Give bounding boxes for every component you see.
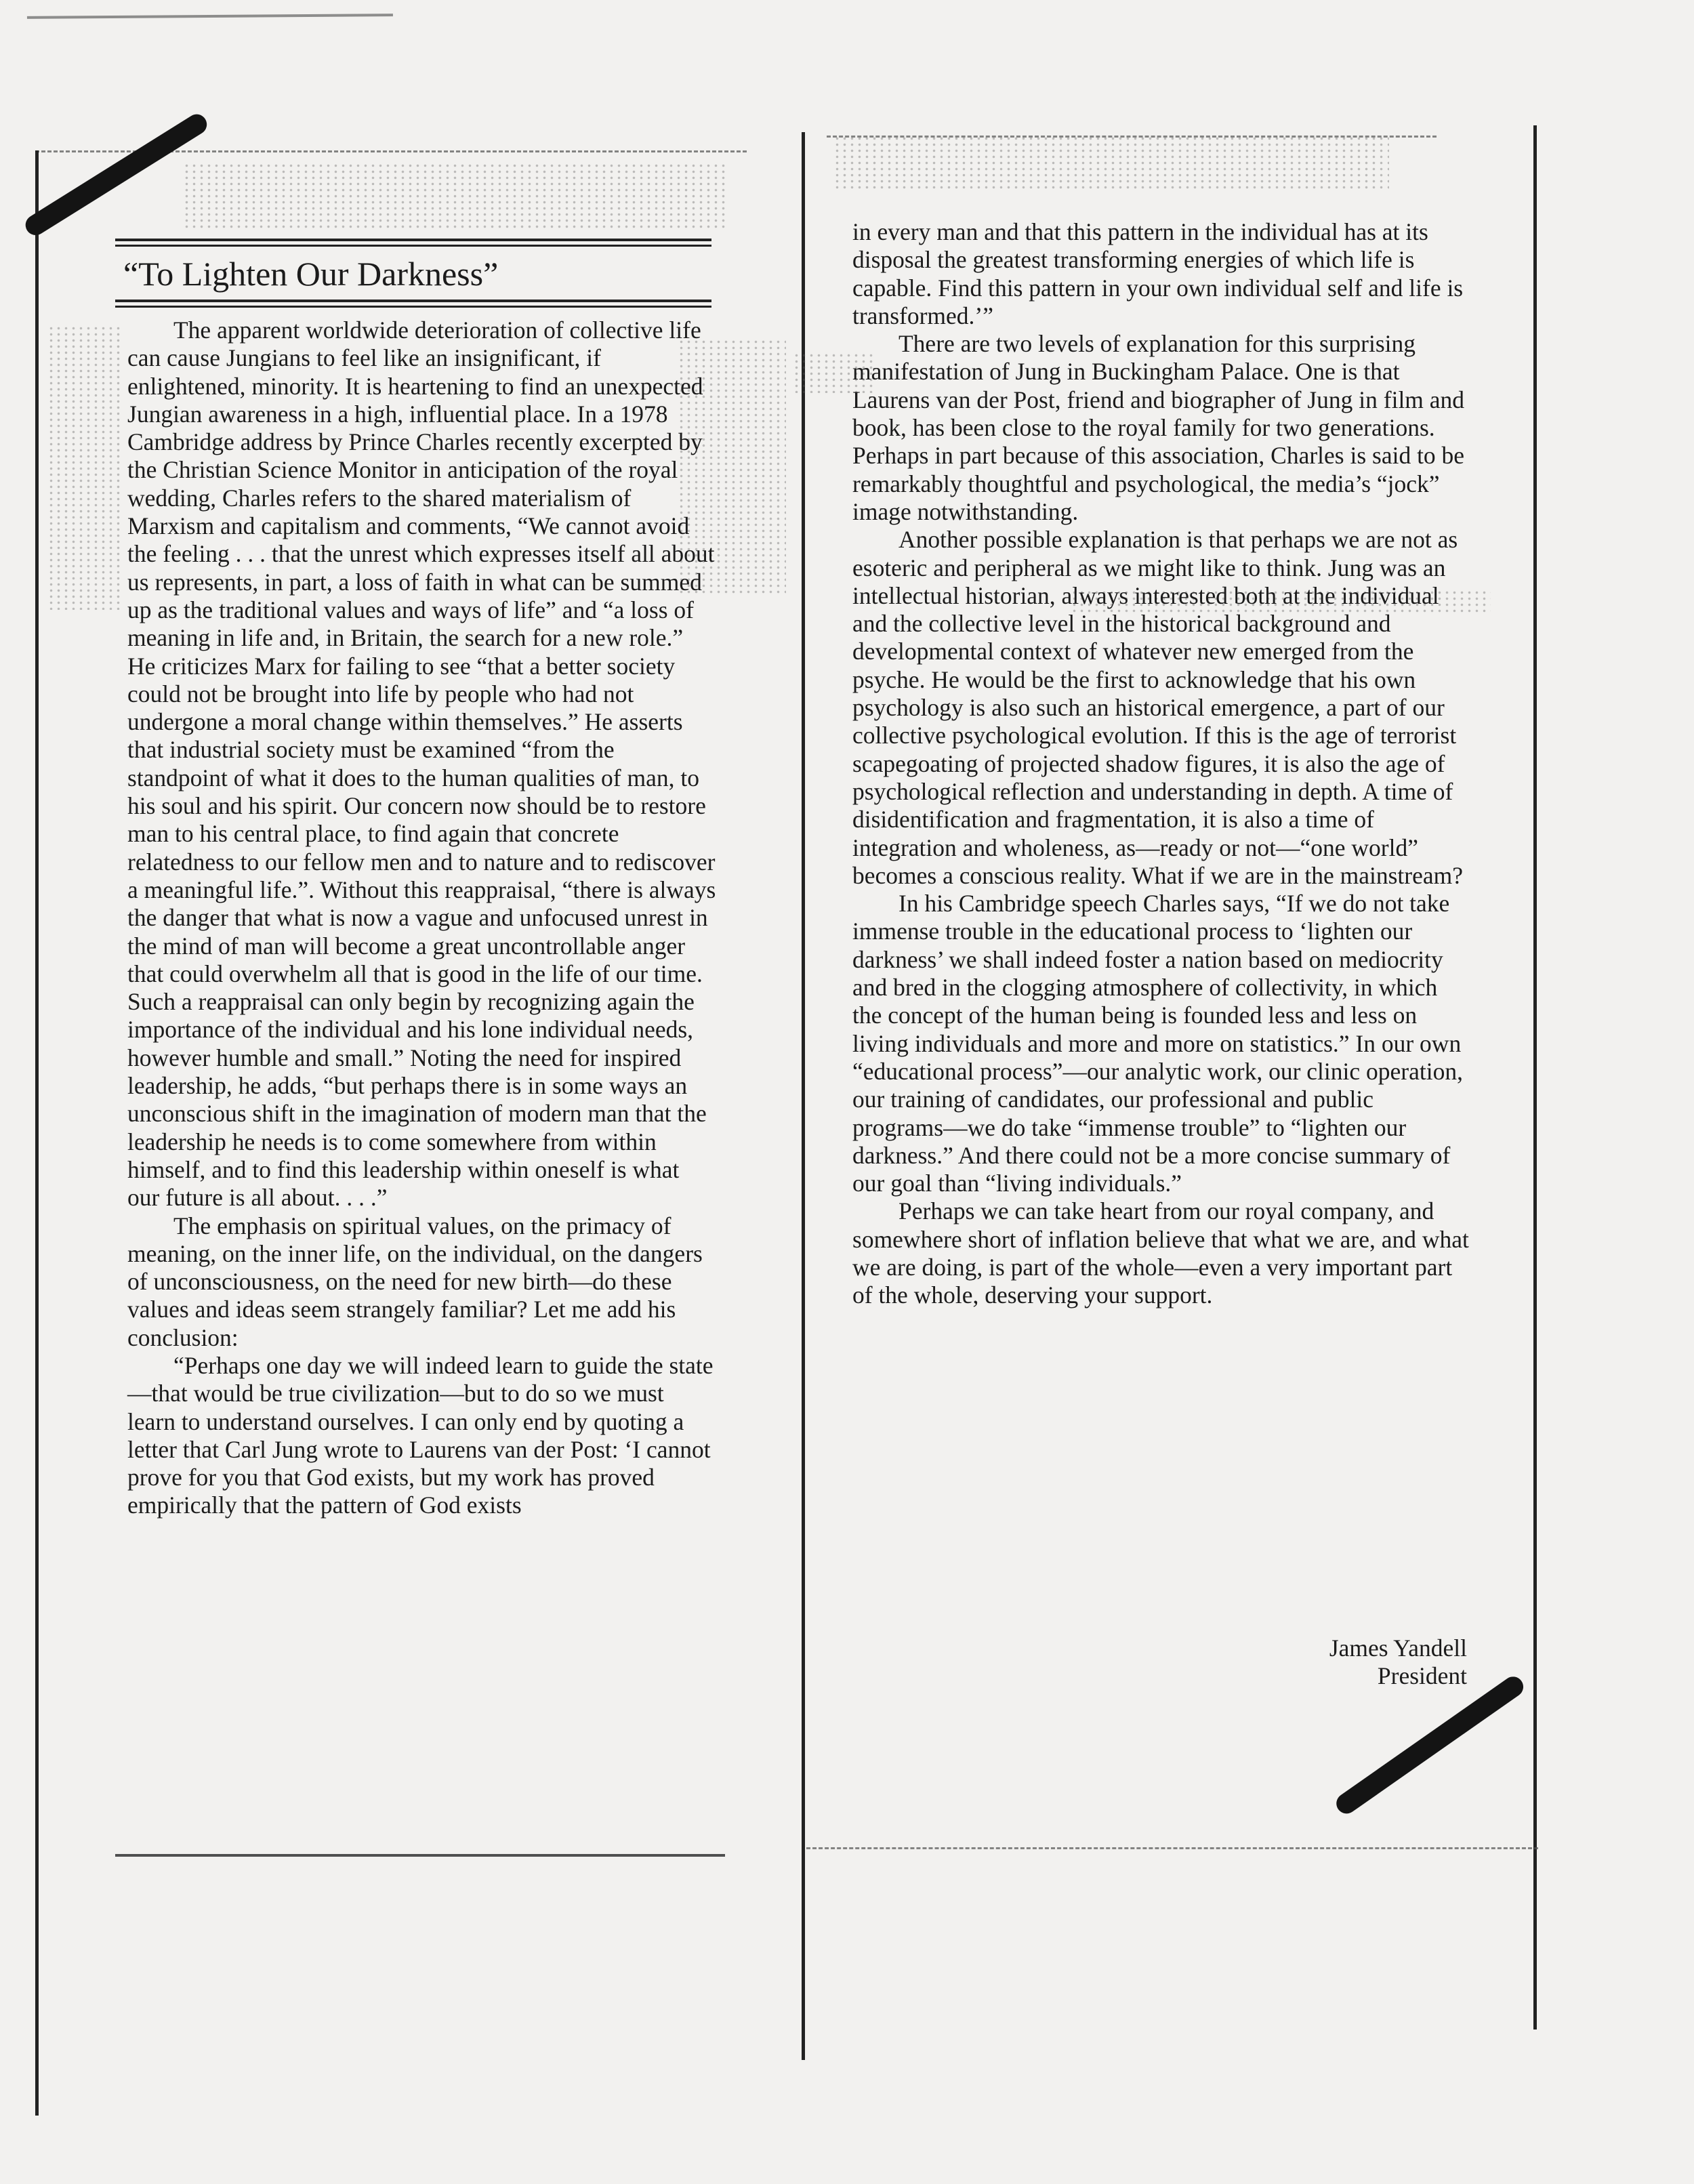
speckle-noise (833, 136, 1389, 190)
marker-stroke-bottom-right (1332, 1672, 1527, 1817)
paragraph: Another possible explanation is that perhaps we are not as esoteric and peripheral as we might like to think. Jung was an intellectual historian, always interested both at the individual and the collective level in the historical background and developmental context of whatever new emerged from the psyche. He would be the first to acknowledge that his own psychology is also such an historical emergence, a part of our collective psychological evolution. If this is the age of terrorist scapegoating of projected shadow figures, it is also the age of psychological reflection and understanding in depth. A time of disidentification and fragmentation, it is also a time of integration and wholeness, as—ready or not—“one world” becomes a conscious reality. What if we are in the mainstream? (852, 526, 1463, 889)
right-column (852, 218, 1469, 1310)
paragraph: In his Cambridge speech Charles says, “If we do not take immense trouble in the educational process to ‘lighten our darkness’ we shall indeed foster a nation based on mediocrity and bred in the clogging atmosphere of collectivity, in which the concept of the human being is founded less and less on living individuals and more and more on statistics.” In our own “educational process”—our analytic work, our clinic operation, our training of candidates, our professional and public programs—we do take “immense trouble” to “lighten our darkness.” And there could not be a more concise summary of our goal than “living individuals.” (852, 890, 1463, 1197)
title-top-rule-thin (115, 245, 711, 247)
paragraph: “Perhaps one day we will indeed learn to guide the state—that would be true civilization—but to do so we must learn to understand ourselves. I can only end by quoting a letter that Carl Jung wrote to Laurens van der Post: ‘I cannot prove for you that God exists, but my work has proved empirically that the pattern of God exists (127, 1351, 714, 1519)
left-frame-rule (35, 150, 39, 2116)
signature-block (1128, 1634, 1467, 1690)
signature-name: James Yandell (1329, 1634, 1467, 1662)
signature-role: President (1377, 1662, 1467, 1689)
title-bottom-rule (115, 300, 711, 302)
bottom-rule-left (115, 1854, 725, 1857)
right-frame-rule (1533, 125, 1537, 2030)
article-title: “To Lighten Our Darkness” (123, 255, 499, 293)
top-edge-smudge (27, 14, 393, 30)
speckle-noise (183, 163, 725, 230)
article-header (115, 239, 711, 308)
speckle-noise (47, 325, 122, 610)
title-bottom-rule-thin (115, 306, 711, 308)
paragraph: in every man and that this pattern in the individual has at its disposal the greatest transforming energies of which life is capable. Find this pattern in your own individual self and life is transformed.’” (852, 218, 1464, 329)
paragraph: There are two levels of explanation for this surprising manifestation of Jung in Buckingham Palace. One is that Laurens van der Post, friend and biographer of Jung in film and book, has been close to the royal family for two generations. Perhaps in part because of this association, Charles is said to be remarkably thoughtful and psychological, the media’s “jock” image notwithstanding. (852, 330, 1465, 525)
title-top-rule (115, 239, 711, 241)
left-column (127, 316, 717, 1520)
column-divider-rule (802, 132, 805, 2060)
paragraph: Perhaps we can take heart from our royal company, and somewhere short of inflation believe that what we are, and what we are doing, is part of the whole—even a very important part of the whole, deserving your support. (852, 1197, 1469, 1309)
paragraph: The apparent worldwide deterioration of collective life can cause Jungians to feel like an insignificant, if enlightened, minority. It is heartening to find an unexpected Jungian awareness in a high, influential place. In a 1978 Cambridge address by Prince Charles recently excerpted by the Christian Science Monitor in anticipation of the royal wedding, Charles refers to the shared materialism of Marxism and capitalism and comments, “We cannot avoid the feeling . . . that the unrest which expresses itself all about us represents, in part, a loss of faith in what can be summed up as the traditional values and ways of life” and “a loss of meaning in life and, in Britain, the search for a new role.” He criticizes Marx for failing to see “that a better society could not be brought into life by people who had not undergone a moral change within themselves.” He asserts that industrial society must be examined “from the standpoint of what it does to the human qualities of man, to his soul and his spirit. Our concern now should be to restore man to his central place, to find again that concrete relatedness to our fellow men and to nature and to rediscover a meaningful life.”. Without this reappraisal, “there is always the danger that what is now a vague and unfocused unrest in the mind of man will become a great uncontrollable anger that could overwhelm all that is good in the life of our time. Such a reappraisal can only begin by recognizing again the importance of the individual and his lone individual needs, however humble and small.” Noting the need for inspired leadership, he adds, “but perhaps there is in some ways an unconscious shift in the imagination of modern man that the leadership he needs is to come somewhere from within himself, and to find this leadership within oneself is what our future is all about. . . .” (127, 316, 716, 1212)
paragraph: The emphasis on spiritual values, on the primacy of meaning, on the inner life, on the individual, on the dangers of unconsciousness, on the need for new birth—do these values and ideas seem strangely familiar? Let me add his conclusion: (127, 1212, 703, 1351)
bottom-dashed-rule-right (806, 1847, 1538, 1849)
